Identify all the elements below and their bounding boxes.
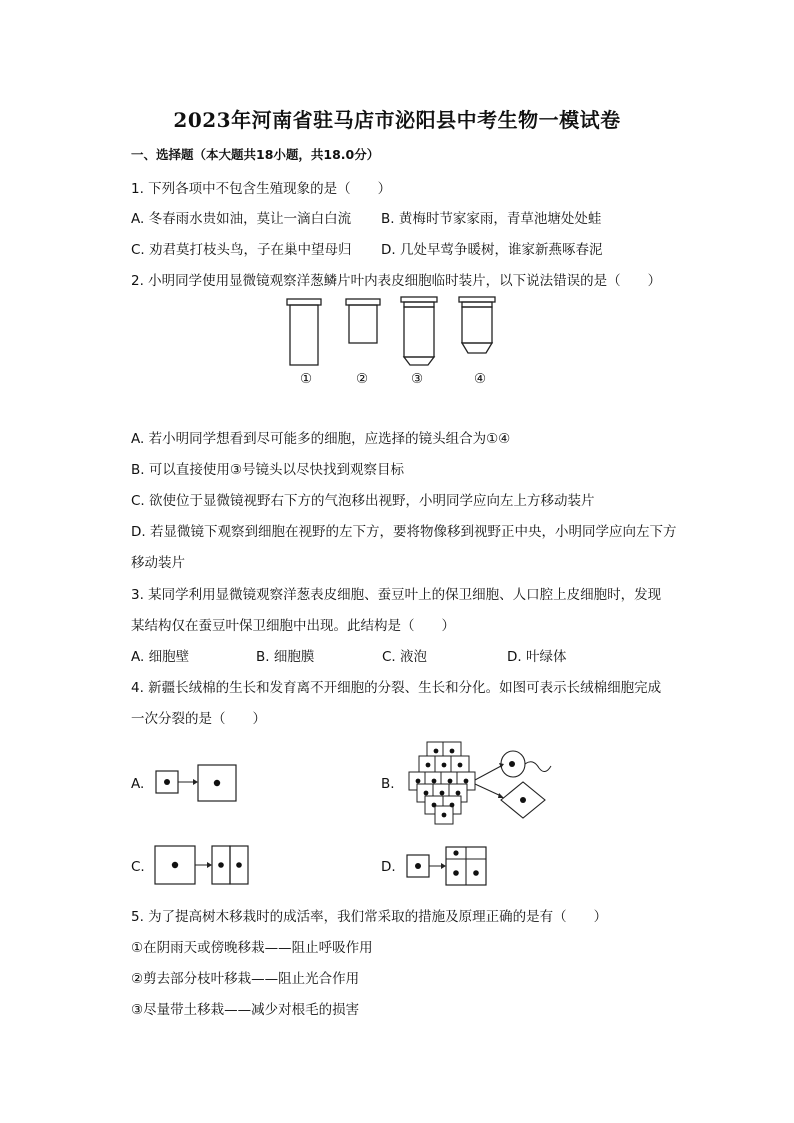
q4-option-b-figure — [405, 740, 565, 826]
page-title: 2023年河南省驻马店市泌阳县中考生物一模试卷 — [173, 108, 621, 132]
q4-option-c-figure — [154, 845, 254, 887]
q5-item-2: ②剪去部分枝叶移栽——阻止光合作用 — [131, 971, 360, 987]
q4-stem-line2: 一次分裂的是（ ） — [131, 711, 266, 727]
q2-option-d-continued: 移动装片 — [131, 555, 185, 571]
q3-option-a[interactable]: A. 细胞壁 — [131, 649, 190, 665]
q1-option-a[interactable]: A. 冬春雨水贵如油，莫让一滴白白流 — [131, 211, 352, 227]
q2-option-a[interactable]: A. 若小明同学想看到尽可能多的细胞，应选择的镜头组合为①④ — [131, 431, 511, 447]
lens-1-eyepiece-long — [287, 299, 321, 365]
lens-label-2: ② — [356, 371, 369, 387]
q5-stem: 5. 为了提高树木移栽时的成活率，我们常采取的措施及原理正确的是有（ ） — [131, 909, 608, 925]
q3-stem-line1: 3. 某同学利用显微镜观察洋葱表皮细胞、蚕豆叶上的保卫细胞、人口腔上皮细胞时，发现 — [131, 587, 662, 603]
lens-2-eyepiece-short — [346, 299, 380, 343]
q4-option-a-figure — [155, 763, 245, 805]
q3-option-c[interactable]: C. 液泡 — [382, 649, 428, 665]
q4-option-d-figure — [405, 845, 495, 889]
q2-option-b[interactable]: B. 可以直接使用③号镜头以尽快找到观察目标 — [131, 462, 404, 478]
q5-item-3: ③尽量带土移栽——减少对根毛的损害 — [131, 1002, 360, 1018]
q5-item-1: ①在阴雨天或傍晚移栽——阻止呼吸作用 — [131, 940, 373, 956]
q2-stem: 2. 小明同学使用显微镜观察洋葱鳞片叶内表皮细胞临时装片，以下说法错误的是（ ） — [131, 273, 662, 289]
q1-option-d[interactable]: D. 几处早莺争暖树，谁家新燕啄春泥 — [381, 242, 603, 258]
section-heading: 一、选择题（本大题共18小题，共18.0分） — [131, 147, 380, 162]
lens-label-3: ③ — [411, 371, 424, 387]
lens-3-objective-long — [401, 297, 437, 365]
lens-4-objective-short — [459, 297, 495, 353]
q3-option-b[interactable]: B. 细胞膜 — [256, 649, 315, 665]
q4-option-c-label[interactable]: C. — [131, 859, 145, 875]
q2-option-d[interactable]: D. 若显微镜下观察到细胞在视野的左下方，要将物像移到视野正中央，小明同学应向左下方 — [131, 524, 677, 540]
q4-option-b-label[interactable]: B. — [381, 776, 395, 792]
q3-stem-line2: 某结构仅在蚕豆叶保卫细胞中出现。此结构是（ ） — [131, 618, 455, 634]
q4-stem-line1: 4. 新疆长绒棉的生长和发育离不开细胞的分裂、生长和分化。如图可表示长绒棉细胞完成 — [131, 680, 662, 696]
lens-label-4: ④ — [474, 371, 487, 387]
q4-option-d-label[interactable]: D. — [381, 859, 396, 875]
lens-label-1: ① — [300, 371, 313, 387]
q1-option-c[interactable]: C. 劝君莫打枝头鸟，子在巢中望母归 — [131, 242, 352, 258]
q1-option-b[interactable]: B. 黄梅时节家家雨，青草池塘处处蛙 — [381, 211, 602, 227]
q1-stem: 1. 下列各项中不包含生殖现象的是（ ） — [131, 181, 392, 197]
q3-option-d[interactable]: D. 叶绿体 — [507, 649, 567, 665]
q4-option-a-label[interactable]: A. — [131, 776, 145, 792]
q2-option-c[interactable]: C. 欲使位于显微镜视野右下方的气泡移出视野，小明同学应向左上方移动装片 — [131, 493, 595, 509]
